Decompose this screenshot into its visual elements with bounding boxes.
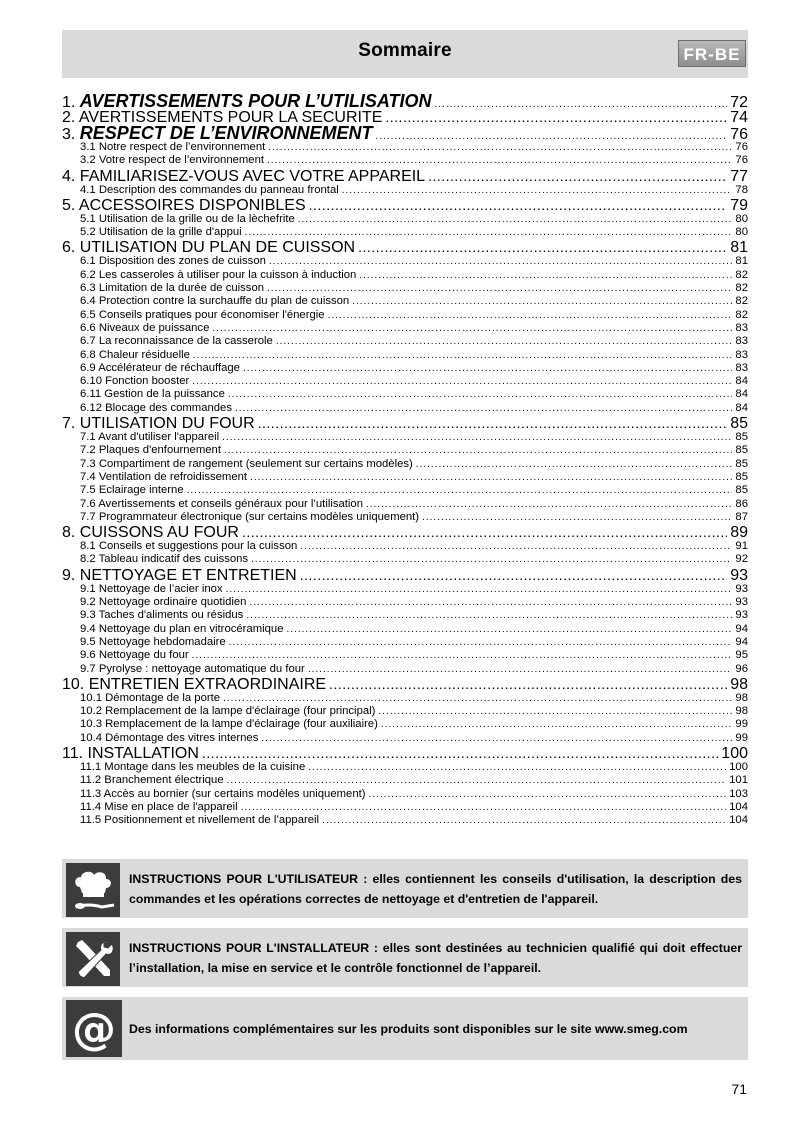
toc-page-number: 81 [735,255,748,268]
toc-section-row [62,125,748,141]
toc-subsection-row [62,213,748,226]
toc-subsection-row [62,609,748,622]
toc-entry-label: 5.2 Utilisation de la grille d'appui [80,226,242,239]
toc-subsection-row [62,335,748,348]
toc-entry-label: 10.1 Démontage de la porte [80,691,221,704]
toc-entry-label: 11.1 Montage dans les meubles de la cuisine [80,760,306,773]
toc-leader-dots [434,97,727,109]
toc-entry-title [62,525,239,540]
toc-entry-title [62,169,425,184]
toc-entry-title [80,511,419,524]
toc-page-number: 84 [735,401,748,414]
toc-page-number: 72 [730,94,748,109]
toc-leader-dots [359,269,732,282]
toc-page-number: 80 [735,226,748,239]
toc-subsection-row [62,761,748,774]
toc-section-row [62,745,748,761]
toc-leader-dots [193,349,733,362]
toc-entry-title [80,141,265,154]
toc-entry-title [80,458,413,471]
toc-subsection-row [62,583,748,596]
toc-entry-title [80,402,232,415]
toc-entry-label: 7.6 Avertissements et conseils généraux pour l’utilisation [80,497,363,510]
toc-entry-title [80,498,363,511]
toc-entry-label: 6.12 Blocage des commandes [80,401,232,414]
toc-entry-title [62,93,431,109]
toc-entry-label: 11.4 Mise en place de l'appareil [80,800,238,813]
toc-page-number: 93 [735,609,748,622]
toc-leader-dots [308,663,733,676]
toc-entry-title [62,110,382,125]
toc-page-number: 83 [735,348,748,361]
user-instructions-text: INSTRUCTIONS POUR L'UTILISATEUR : elles contiennent les conseils d'utilisation, la description des commandes et les opérations correctes de nettoyage et d'entretien de l'appareil. [129,871,742,906]
toc-leader-dots [245,226,733,239]
toc-leader-dots [251,553,732,566]
toc-page-number: 93 [735,582,748,595]
toc-page-number: 98 [735,705,748,718]
toc-page-number: 84 [735,375,748,388]
toc-page-number: 80 [735,212,748,225]
toc-subsection-row [62,774,748,787]
toc-entry-label: 9.6 Nettoyage du four [80,649,189,662]
toc-subsection-row [62,255,748,268]
toc-page-number: 99 [735,718,748,731]
toc-subsection-row [62,623,748,636]
toc-entry-number: 11. [62,744,88,761]
toc-leader-dots [202,745,718,761]
toc-section-row [62,109,748,125]
toc-subsection-row [62,458,748,471]
toc-page-number: 104 [729,800,748,813]
toc-subsection-row [62,553,748,566]
toc-subsection-row [62,498,748,511]
toc-subsection-row [62,184,748,197]
toc-entry-label: NETTOYAGE ET ENTRETIEN [79,566,297,583]
toc-page-number: 86 [735,497,748,510]
toc-section-row [62,93,748,109]
toc-leader-dots [267,282,732,295]
toc-entry-label: 7.5 Eclairage interne [80,484,184,497]
toc-entry-number: 1. [62,94,80,109]
toc-entry-title [80,609,243,622]
toc-entry-label: INSTALLATION [87,744,199,761]
toc-page-number: 82 [735,295,748,308]
toc-page-number: 77 [730,167,748,184]
toc-entry-title [80,282,264,295]
language-badge: FR-BE [678,40,746,67]
toc-entry-label: 4.1 Description des commandes du panneau frontal [80,183,339,196]
toc-entry-number: 10. [62,675,89,692]
toc-page-number: 98 [735,691,748,704]
tools-icon [66,932,120,986]
toc-entry-label: 7.7 Programmateur électronique (sur certains modèles uniquement) [80,510,420,523]
toc-subsection-row [62,226,748,239]
toc-leader-dots [358,239,727,255]
page-number: 71 [731,1081,747,1097]
header-bar [62,30,748,78]
toc-subsection-row [62,801,748,814]
toc-subsection-row [62,269,748,282]
toc-leader-dots [249,596,732,609]
toc-page-number: 100 [721,744,748,761]
toc-entry-number: 6. [62,239,80,256]
toc-subsection-row [62,484,748,497]
toc-page-number: 79 [730,196,748,213]
toc-subsection-row [62,692,748,705]
toc-subsection-row [62,511,748,524]
toc-page-number: 83 [735,321,748,334]
toc-section-row [62,168,748,184]
toc-entry-number: 9. [62,566,80,583]
toc-entry-label: 6.4 Protection contre la surchauffe du plan de cuisson [80,295,350,308]
toc-entry-title [80,649,189,662]
toc-entry-title [80,431,219,444]
toc-page-number: 82 [735,308,748,321]
toc-entry-label: 6.3 Limitation de la durée de cuisson [80,282,265,295]
toc-leader-dots [328,309,733,322]
toc-page-number: 87 [735,510,748,523]
toc-leader-dots [258,415,728,431]
toc-page-number: 95 [735,649,748,662]
toc-entry-title [80,761,305,774]
toc-leader-dots [309,197,728,213]
toc-entry-label: RESPECT DE L’ENVIRONNEMENT [79,125,373,141]
toc-subsection-row [62,402,748,415]
toc-leader-dots [369,788,727,801]
toc-entry-label: AVERTISSEMENTS POUR LA SECURITE [78,109,383,125]
toc-leader-dots [250,471,732,484]
toc-subsection-row [62,141,748,154]
toc-entry-label: 3.2 Votre respect de l’environnement [80,154,264,167]
toc-entry-label: 9.3 Taches d'aliments ou résidus [80,609,244,622]
toc-leader-dots [308,761,726,774]
toc-leader-dots [246,609,732,622]
toc-entry-title [62,240,355,255]
toc-entry-label: 3.1 Notre respect de l’environnement [80,141,266,153]
toc-leader-dots [276,335,733,348]
toc-leader-dots [268,141,732,154]
toc-page-number: 82 [735,282,748,295]
toc-entry-title [80,718,378,731]
toc-leader-dots [416,458,733,471]
toc-leader-dots [381,718,733,731]
toc-entry-label: 6.7 La reconnaissance de la casserole [80,335,273,348]
toc-entry-label: 5.1 Utilisation de la grille ou de la lèchefrite [80,212,295,225]
toc-page-number: 85 [735,431,748,444]
toc-subsection-row [62,814,748,827]
toc-subsection-row [62,732,748,745]
toc-section-row [62,567,748,583]
toc-entry-title [62,746,199,761]
user-instructions-box [62,859,748,918]
toc-leader-dots [224,444,732,457]
toc-entry-label: 6.6 Niveaux de puissance [80,321,210,334]
toc-leader-dots [192,375,732,388]
toc-page-number: 93 [735,596,748,609]
toc-leader-dots [269,255,733,268]
toc-leader-dots [298,213,733,226]
toc-entry-title [80,623,283,636]
toc-entry-label: 10.3 Remplacement de la lampe d'éclairage (four auxiliaire) [80,718,378,731]
toc-entry-label: 9.7 Pyrolyse : nettoyage automatique du four [80,662,305,675]
toc-entry-label: 11.3 Accès au bornier (sur certains modèles uniquement) [80,787,366,800]
toc-entry-title [80,375,189,388]
toc-leader-dots [352,295,732,308]
toc-page-number: 104 [729,814,748,827]
toc-subsection-row [62,718,748,731]
toc-leader-dots [261,732,732,745]
toc-entry-title [80,213,295,226]
toc-entry-title [80,705,375,718]
at-sign-icon [66,1000,122,1057]
toc-page-number: 84 [735,388,748,401]
toc-entry-title [80,269,356,282]
toc-leader-dots [385,109,727,125]
page-title: Sommaire [358,40,452,61]
toc-entry-label: 6.10 Fonction booster [80,375,190,388]
toc-page-number: 98 [730,675,748,692]
toc-leader-dots [227,774,727,787]
toc-entry-label: 6.9 Accélérateur de réchauffage [80,361,240,374]
toc-entry-title [80,471,247,484]
toc-entry-title [80,814,319,827]
toc-entry-label: 11.2 Branchement électrique [80,774,224,787]
toc-entry-label: 9.5 Nettoyage hebdomadaire [80,635,226,648]
toc-subsection-row [62,388,748,401]
toc-page-number: 92 [735,553,748,566]
toc-entry-title [80,295,349,308]
toc-entry-label: 6.8 Chaleur résiduelle [80,348,190,361]
toc-leader-dots [212,322,732,335]
toc-subsection-row [62,375,748,388]
toc-page-number: 78 [735,183,748,196]
toc-subsection-row [62,540,748,553]
toc-entry-title [80,309,325,322]
toc-leader-dots [428,168,727,184]
toc-page-number: 96 [735,662,748,675]
toc-page-number: 85 [735,470,748,483]
toc-entry-number: 7. [62,415,80,432]
toc-leader-dots [366,498,732,511]
toc-entry-label: 8.1 Conseils et suggestions pour la cuisson [80,540,298,553]
toc-leader-dots [187,484,733,497]
toc-leader-dots [422,511,732,524]
toc-entry-label: 7.3 Compartiment de rangement (seulement sur certains modèles) [80,457,413,470]
toc-entry-title [80,774,224,787]
toc-entry-label: 7.4 Ventilation de refroidissement [80,470,248,483]
toc-entry-label: UTILISATION DU FOUR [79,415,255,432]
toc-subsection-row [62,154,748,167]
toc-entry-title [80,184,339,197]
toc-entry-label: 10.4 Démontage des vitres internes [80,731,259,744]
toc-entry-title [80,154,264,167]
toc-entry-label: 10.2 Remplacement de la lampe d'éclairage (four principal) [80,705,376,718]
toc-leader-dots [342,184,733,197]
toc-subsection-row [62,349,748,362]
toc-leader-dots [300,567,727,583]
toc-entry-title [62,198,306,213]
toc-entry-label: 9.1 Nettoyage de l’acier inox [80,582,223,595]
toc-page-number: 76 [735,141,748,153]
toc-entry-label: 7.2 Plaques d'enfournement [80,444,221,457]
toc-page-number: 101 [729,774,748,787]
toc-leader-dots [286,623,732,636]
toc-entry-title [80,255,266,268]
toc-leader-dots [243,362,732,375]
toc-leader-dots [322,814,726,827]
toc-subsection-row [62,471,748,484]
toc-leader-dots [378,705,732,718]
toc-page-number: 85 [735,484,748,497]
toc-entry-title [80,484,184,497]
toc-subsection-row [62,282,748,295]
toc-entry-title [62,677,326,692]
toc-entry-label: 9.4 Nettoyage du plan en vitrocéramique [80,622,284,635]
chef-hat-icon [66,863,120,917]
toc-entry-title [80,540,297,553]
toc-entry-title [80,335,273,348]
toc-section-row [62,676,748,692]
toc-section-row [62,239,748,255]
toc-subsection-row [62,431,748,444]
web-info-text: Des informations complémentaires sur les produits sont disponibles sur le site www.smeg.com [129,1021,688,1036]
toc-leader-dots [229,636,733,649]
toc-entry-title [80,663,305,676]
toc-leader-dots [235,402,732,415]
toc-entry-title [80,322,209,335]
toc-page-number: 91 [735,540,748,553]
toc-leader-dots [242,524,727,540]
toc-entry-label: ENTRETIEN EXTRAORDINAIRE [88,675,327,692]
toc-leader-dots [228,388,733,401]
toc-entry-number: 5. [62,196,79,213]
toc-entry-number: 2. [62,109,79,125]
toc-leader-dots [376,129,728,141]
toc-subsection-row [62,295,748,308]
toc-entry-title [62,416,255,431]
toc-entry-title [80,349,190,362]
toc-leader-dots [241,801,726,814]
toc-subsection-row [62,788,748,801]
toc-page-number: 81 [730,239,748,256]
toc-leader-dots [300,540,732,553]
toc-entry-title [80,732,258,745]
toc-page-number: 85 [735,444,748,457]
toc-entry-title [80,801,238,814]
toc-entry-title [62,568,297,583]
toc-entry-title [80,596,246,609]
toc-section-row [62,197,748,213]
toc-page-number: 85 [730,415,748,432]
toc-page-number: 94 [735,622,748,635]
table-of-contents [62,93,748,827]
svg-text:@: @ [72,1004,116,1055]
toc-entry-title [80,553,248,566]
toc-entry-label: UTILISATION DU PLAN DE CUISSON [79,239,356,256]
installer-instructions-text: INSTRUCTIONS POUR L'INSTALLATEUR : elles sont destinées au technicien qualifié qui doit effectuer l’installation, la mise en service et le contrôle fonctionnel de l’appareil. [129,940,742,975]
toc-leader-dots [267,154,732,167]
toc-entry-number: 8. [62,524,80,541]
toc-page-number: 82 [735,268,748,281]
toc-entry-title [62,125,373,141]
toc-page-number: 76 [735,154,748,167]
toc-page-number: 74 [730,109,748,125]
toc-page-number: 83 [735,361,748,374]
toc-leader-dots [226,583,733,596]
toc-entry-label: 9.2 Nettoyage ordinaire quotidien [80,596,247,609]
toc-entry-label: 6.1 Disposition des zones de cuisson [80,255,266,268]
toc-entry-label: ACCESSOIRES DISPONIBLES [78,196,306,213]
installer-instructions-box [62,928,748,987]
toc-entry-title [80,636,226,649]
toc-leader-dots [223,692,732,705]
toc-page-number: 100 [729,760,748,773]
toc-entry-title [80,788,366,801]
toc-entry-number: 3. [62,126,80,141]
toc-entry-label: AVERTISSEMENTS POUR L’UTILISATION [79,93,432,109]
toc-entry-title [80,388,225,401]
toc-page-number: 103 [729,787,748,800]
toc-leader-dots [222,431,732,444]
toc-page-number: 94 [735,635,748,648]
toc-page-number: 89 [730,524,748,541]
toc-entry-label: 7.1 Avant d'utiliser l'appareil [80,431,220,444]
toc-page-number: 93 [730,566,748,583]
toc-subsection-row [62,705,748,718]
toc-section-row [62,415,748,431]
toc-entry-label: 6.11 Gestion de la puissance [80,388,225,401]
toc-entry-title [80,362,240,375]
toc-entry-title [80,226,242,239]
toc-subsection-row [62,636,748,649]
toc-entry-number: 4. [62,167,80,184]
toc-section-row [62,524,748,540]
toc-entry-title [80,583,223,596]
toc-leader-dots [329,676,727,692]
toc-subsection-row [62,596,748,609]
toc-entry-title [80,444,221,457]
toc-subsection-row [62,649,748,662]
toc-subsection-row [62,444,748,457]
toc-subsection-row [62,663,748,676]
toc-page-number: 99 [735,731,748,744]
web-info-box [62,997,748,1060]
toc-page-number: 83 [735,335,748,348]
toc-subsection-row [62,362,748,375]
toc-page-number: 85 [735,457,748,470]
toc-entry-label: 11.5 Positionnement et nivellement de l’appareil [80,814,320,827]
toc-entry-label: 6.5 Conseils pratiques pour économiser l'énergie [80,308,325,321]
toc-leader-dots [192,649,733,662]
toc-entry-label: CUISSONS AU FOUR [79,524,239,541]
toc-entry-label: FAMILIARISEZ-VOUS AVEC VOTRE APPAREIL [79,167,426,184]
toc-entry-label: 8.2 Tableau indicatif des cuissons [80,553,249,566]
toc-subsection-row [62,309,748,322]
toc-page-number: 76 [730,126,748,141]
toc-entry-title [80,692,220,705]
toc-entry-label: 6.2 Les casseroles à utiliser pour la cuisson à induction [80,268,357,281]
toc-subsection-row [62,322,748,335]
